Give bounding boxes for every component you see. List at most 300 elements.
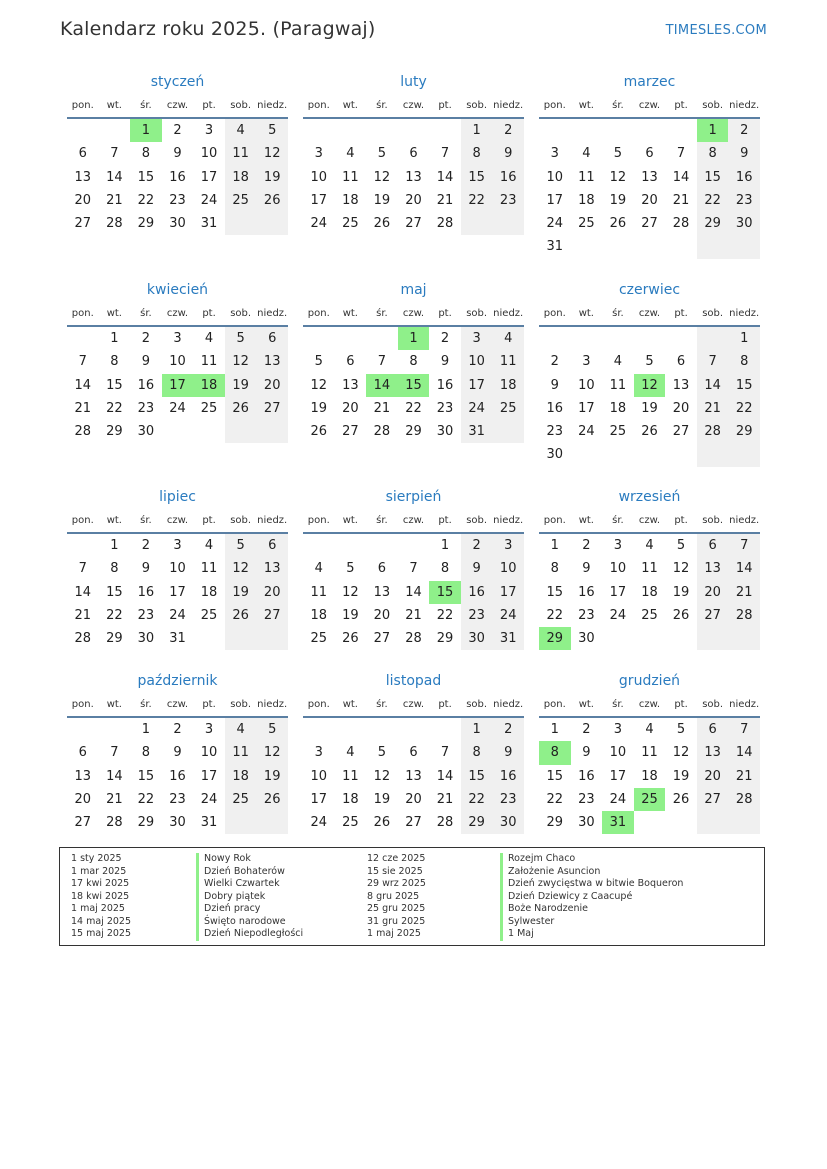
- day-cell[interactable]: 12: [634, 374, 666, 397]
- day-cell[interactable]: 1: [550, 538, 559, 553]
- day-cell[interactable]: 16: [436, 377, 454, 393]
- day-cell[interactable]: 5: [377, 745, 387, 761]
- day-cell[interactable]: 7: [78, 354, 87, 370]
- day-cell[interactable]: 29: [728, 420, 760, 443]
- day-cell[interactable]: 8: [110, 561, 119, 577]
- day-cell[interactable]: 24: [310, 216, 328, 232]
- day-cell[interactable]: 17: [200, 768, 218, 784]
- day-cell[interactable]: 24: [169, 607, 186, 623]
- day-cell[interactable]: 4: [225, 119, 257, 142]
- day-cell[interactable]: 3: [314, 745, 323, 761]
- day-cell[interactable]: 30: [578, 815, 595, 831]
- day-cell[interactable]: 4: [204, 538, 214, 553]
- day-cell[interactable]: 24: [200, 791, 218, 807]
- day-cell[interactable]: 11: [310, 584, 328, 600]
- day-cell[interactable]: 23: [578, 791, 595, 807]
- day-cell[interactable]: 28: [106, 815, 123, 831]
- day-cell[interactable]: 27: [74, 815, 92, 831]
- day-cell[interactable]: 2: [461, 534, 493, 557]
- day-cell[interactable]: 14: [405, 584, 422, 600]
- day-cell[interactable]: 15: [461, 166, 493, 189]
- day-cell[interactable]: 9: [440, 354, 450, 370]
- day-cell[interactable]: 22: [436, 607, 454, 623]
- day-cell[interactable]: 17: [162, 374, 194, 397]
- day-cell[interactable]: 20: [74, 791, 92, 807]
- day-cell[interactable]: 6: [256, 534, 288, 557]
- day-cell[interactable]: 29: [461, 811, 493, 834]
- day-cell[interactable]: 17: [609, 584, 627, 600]
- day-cell[interactable]: 12: [373, 768, 391, 784]
- day-cell[interactable]: 30: [578, 631, 595, 647]
- day-cell[interactable]: 16: [492, 765, 524, 788]
- day-cell[interactable]: 1: [110, 538, 119, 553]
- day-cell[interactable]: 5: [225, 534, 257, 557]
- day-cell[interactable]: 5: [645, 354, 654, 370]
- day-cell[interactable]: 2: [141, 538, 151, 553]
- day-cell[interactable]: 15: [429, 581, 461, 604]
- day-cell[interactable]: 4: [613, 354, 623, 370]
- day-cell[interactable]: 17: [461, 374, 493, 397]
- day-cell[interactable]: 19: [373, 791, 391, 807]
- day-cell[interactable]: 20: [405, 192, 422, 208]
- day-cell[interactable]: 24: [310, 815, 328, 831]
- day-cell[interactable]: 17: [578, 400, 595, 416]
- day-cell[interactable]: 28: [436, 216, 454, 232]
- day-cell[interactable]: 22: [461, 189, 493, 212]
- day-cell[interactable]: 23: [436, 400, 454, 416]
- day-cell[interactable]: 14: [728, 557, 760, 580]
- day-cell[interactable]: 13: [697, 741, 729, 764]
- day-cell[interactable]: 2: [492, 718, 524, 741]
- day-cell[interactable]: 1: [728, 327, 760, 350]
- day-cell[interactable]: 6: [78, 745, 87, 761]
- day-cell[interactable]: 19: [641, 400, 658, 416]
- day-cell[interactable]: 10: [169, 354, 186, 370]
- day-cell[interactable]: 24: [169, 400, 186, 416]
- day-cell[interactable]: 6: [645, 146, 654, 162]
- day-cell[interactable]: 3: [550, 146, 559, 162]
- day-cell[interactable]: 10: [609, 745, 627, 761]
- day-cell[interactable]: 30: [546, 447, 564, 463]
- day-cell[interactable]: 4: [346, 146, 355, 162]
- day-cell[interactable]: 16: [461, 581, 493, 604]
- day-cell[interactable]: 17: [546, 192, 564, 208]
- day-cell[interactable]: 1: [461, 718, 493, 741]
- day-cell[interactable]: 13: [405, 169, 422, 185]
- day-cell[interactable]: 16: [578, 768, 595, 784]
- day-cell[interactable]: 9: [173, 745, 182, 761]
- day-cell[interactable]: 31: [461, 420, 493, 443]
- day-cell[interactable]: 7: [697, 350, 729, 373]
- day-cell[interactable]: 19: [256, 166, 288, 189]
- day-cell[interactable]: 7: [377, 354, 387, 370]
- day-cell[interactable]: 19: [225, 374, 257, 397]
- day-cell[interactable]: 11: [641, 561, 658, 577]
- day-cell[interactable]: 12: [672, 745, 690, 761]
- day-cell[interactable]: 4: [314, 561, 323, 577]
- site-link[interactable]: TIMESLES.COM: [665, 23, 767, 38]
- day-cell[interactable]: 15: [137, 169, 155, 185]
- day-cell[interactable]: 12: [225, 557, 257, 580]
- day-cell[interactable]: 11: [200, 354, 218, 370]
- day-cell[interactable]: 28: [405, 631, 422, 647]
- day-cell[interactable]: 28: [436, 815, 454, 831]
- day-cell[interactable]: 22: [461, 788, 493, 811]
- day-cell[interactable]: 31: [169, 631, 186, 647]
- day-cell[interactable]: 28: [728, 604, 760, 627]
- day-cell[interactable]: 21: [728, 581, 760, 604]
- day-cell[interactable]: 10: [578, 377, 595, 393]
- day-cell[interactable]: 7: [440, 745, 450, 761]
- day-cell[interactable]: 18: [193, 374, 225, 397]
- day-cell[interactable]: 18: [225, 166, 257, 189]
- day-cell[interactable]: 3: [204, 722, 214, 737]
- day-cell[interactable]: 13: [74, 768, 92, 784]
- day-cell[interactable]: 26: [310, 424, 328, 440]
- day-cell[interactable]: 24: [492, 604, 524, 627]
- day-cell[interactable]: 20: [672, 400, 690, 416]
- day-cell[interactable]: 23: [546, 424, 564, 440]
- day-cell[interactable]: 25: [634, 788, 666, 811]
- day-cell[interactable]: 4: [582, 146, 591, 162]
- day-cell[interactable]: 26: [373, 815, 391, 831]
- day-cell[interactable]: 19: [256, 765, 288, 788]
- day-cell[interactable]: 9: [582, 745, 591, 761]
- day-cell[interactable]: 15: [106, 584, 123, 600]
- day-cell[interactable]: 9: [728, 142, 760, 165]
- day-cell[interactable]: 24: [200, 192, 218, 208]
- day-cell[interactable]: 7: [110, 146, 119, 162]
- day-cell[interactable]: 21: [106, 192, 123, 208]
- day-cell[interactable]: 30: [169, 216, 186, 232]
- day-cell[interactable]: 1: [141, 722, 151, 737]
- day-cell[interactable]: 20: [697, 581, 729, 604]
- day-cell[interactable]: 14: [672, 169, 690, 185]
- day-cell[interactable]: 22: [106, 607, 123, 623]
- day-cell[interactable]: 2: [550, 354, 559, 370]
- day-cell[interactable]: 1: [130, 119, 162, 142]
- day-cell[interactable]: 9: [141, 561, 151, 577]
- day-cell[interactable]: 15: [697, 166, 729, 189]
- day-cell[interactable]: 25: [342, 815, 359, 831]
- day-cell[interactable]: 2: [728, 119, 760, 142]
- day-cell[interactable]: 2: [582, 722, 591, 737]
- day-cell[interactable]: 24: [609, 607, 627, 623]
- day-cell[interactable]: 3: [613, 722, 623, 737]
- day-cell[interactable]: 27: [373, 631, 391, 647]
- day-cell[interactable]: 30: [436, 424, 454, 440]
- day-cell[interactable]: 5: [256, 718, 288, 741]
- day-cell[interactable]: 18: [225, 765, 257, 788]
- day-cell[interactable]: 1: [461, 119, 493, 142]
- day-cell[interactable]: 26: [225, 604, 257, 627]
- day-cell[interactable]: 21: [672, 192, 690, 208]
- day-cell[interactable]: 23: [137, 400, 155, 416]
- day-cell[interactable]: 5: [256, 119, 288, 142]
- day-cell[interactable]: 10: [546, 169, 564, 185]
- day-cell[interactable]: 13: [405, 768, 422, 784]
- day-cell[interactable]: 10: [200, 745, 218, 761]
- day-cell[interactable]: 12: [225, 350, 257, 373]
- day-cell[interactable]: 28: [672, 216, 690, 232]
- day-cell[interactable]: 19: [672, 768, 690, 784]
- day-cell[interactable]: 28: [373, 424, 391, 440]
- day-cell[interactable]: 13: [74, 169, 92, 185]
- day-cell[interactable]: 18: [492, 374, 524, 397]
- day-cell[interactable]: 17: [200, 169, 218, 185]
- day-cell[interactable]: 28: [697, 420, 729, 443]
- day-cell[interactable]: 4: [346, 745, 355, 761]
- day-cell[interactable]: 15: [546, 584, 564, 600]
- day-cell[interactable]: 7: [110, 745, 119, 761]
- day-cell[interactable]: 6: [409, 745, 418, 761]
- day-cell[interactable]: 18: [342, 791, 359, 807]
- day-cell[interactable]: 2: [440, 331, 450, 346]
- day-cell[interactable]: 9: [492, 741, 524, 764]
- day-cell[interactable]: 21: [74, 400, 92, 416]
- day-cell[interactable]: 12: [672, 561, 690, 577]
- day-cell[interactable]: 16: [492, 166, 524, 189]
- day-cell[interactable]: 29: [546, 815, 564, 831]
- day-cell[interactable]: 30: [728, 212, 760, 235]
- day-cell[interactable]: 7: [728, 534, 760, 557]
- day-cell[interactable]: 10: [310, 169, 328, 185]
- day-cell[interactable]: 12: [256, 142, 288, 165]
- day-cell[interactable]: 26: [609, 216, 627, 232]
- day-cell[interactable]: 16: [728, 166, 760, 189]
- day-cell[interactable]: 31: [200, 216, 218, 232]
- day-cell[interactable]: 26: [641, 424, 658, 440]
- day-cell[interactable]: 22: [137, 192, 155, 208]
- day-cell[interactable]: 6: [377, 561, 387, 577]
- day-cell[interactable]: 22: [137, 791, 155, 807]
- day-cell[interactable]: 8: [539, 741, 571, 764]
- day-cell[interactable]: 29: [106, 631, 123, 647]
- day-cell[interactable]: 27: [697, 604, 729, 627]
- day-cell[interactable]: 15: [137, 768, 155, 784]
- day-cell[interactable]: 17: [310, 791, 328, 807]
- day-cell[interactable]: 18: [641, 584, 658, 600]
- day-cell[interactable]: 9: [173, 146, 182, 162]
- day-cell[interactable]: 5: [314, 354, 323, 370]
- day-cell[interactable]: 19: [310, 400, 328, 416]
- day-cell[interactable]: 5: [676, 538, 686, 553]
- day-cell[interactable]: 28: [74, 631, 92, 647]
- day-cell[interactable]: 10: [169, 561, 186, 577]
- day-cell[interactable]: 18: [641, 768, 658, 784]
- day-cell[interactable]: 7: [676, 146, 686, 162]
- day-cell[interactable]: 26: [342, 631, 359, 647]
- day-cell[interactable]: 8: [697, 142, 729, 165]
- day-cell[interactable]: 14: [728, 741, 760, 764]
- day-cell[interactable]: 21: [405, 607, 422, 623]
- day-cell[interactable]: 27: [405, 815, 422, 831]
- day-cell[interactable]: 2: [582, 538, 591, 553]
- day-cell[interactable]: 8: [440, 561, 450, 577]
- day-cell[interactable]: 11: [342, 169, 359, 185]
- day-cell[interactable]: 13: [342, 377, 359, 393]
- day-cell[interactable]: 4: [645, 538, 654, 553]
- day-cell[interactable]: 21: [106, 791, 123, 807]
- day-cell[interactable]: 6: [676, 354, 686, 370]
- day-cell[interactable]: 24: [609, 791, 627, 807]
- day-cell[interactable]: 18: [578, 192, 595, 208]
- day-cell[interactable]: 10: [200, 146, 218, 162]
- day-cell[interactable]: 25: [200, 607, 218, 623]
- day-cell[interactable]: 27: [697, 788, 729, 811]
- day-cell[interactable]: 15: [461, 765, 493, 788]
- day-cell[interactable]: 28: [728, 788, 760, 811]
- day-cell[interactable]: 18: [609, 400, 627, 416]
- day-cell[interactable]: 23: [137, 607, 155, 623]
- day-cell[interactable]: 27: [256, 604, 288, 627]
- day-cell[interactable]: 12: [310, 377, 328, 393]
- day-cell[interactable]: 13: [256, 350, 288, 373]
- day-cell[interactable]: 14: [366, 374, 398, 397]
- day-cell[interactable]: 23: [492, 788, 524, 811]
- day-cell[interactable]: 21: [436, 791, 454, 807]
- day-cell[interactable]: 22: [405, 400, 422, 416]
- day-cell[interactable]: 21: [697, 397, 729, 420]
- day-cell[interactable]: 8: [550, 561, 559, 577]
- day-cell[interactable]: 16: [137, 584, 155, 600]
- day-cell[interactable]: 15: [398, 374, 430, 397]
- day-cell[interactable]: 25: [310, 631, 328, 647]
- day-cell[interactable]: 11: [492, 350, 524, 373]
- day-cell[interactable]: 12: [256, 741, 288, 764]
- day-cell[interactable]: 13: [697, 557, 729, 580]
- day-cell[interactable]: 3: [204, 123, 214, 138]
- day-cell[interactable]: 9: [582, 561, 591, 577]
- day-cell[interactable]: 5: [346, 561, 355, 577]
- day-cell[interactable]: 11: [225, 142, 257, 165]
- day-cell[interactable]: 21: [728, 765, 760, 788]
- day-cell[interactable]: 26: [373, 216, 391, 232]
- day-cell[interactable]: 31: [602, 811, 634, 834]
- day-cell[interactable]: 13: [256, 557, 288, 580]
- day-cell[interactable]: 14: [436, 768, 454, 784]
- day-cell[interactable]: 22: [106, 400, 123, 416]
- day-cell[interactable]: 1: [110, 331, 119, 346]
- day-cell[interactable]: 6: [256, 327, 288, 350]
- day-cell[interactable]: 26: [256, 189, 288, 212]
- day-cell[interactable]: 12: [609, 169, 627, 185]
- day-cell[interactable]: 31: [546, 239, 564, 255]
- day-cell[interactable]: 3: [582, 354, 591, 370]
- day-cell[interactable]: 26: [256, 788, 288, 811]
- day-cell[interactable]: 16: [578, 584, 595, 600]
- day-cell[interactable]: 31: [492, 627, 524, 650]
- day-cell[interactable]: 15: [728, 374, 760, 397]
- day-cell[interactable]: 6: [697, 718, 729, 741]
- day-cell[interactable]: 20: [342, 400, 359, 416]
- day-cell[interactable]: 9: [492, 142, 524, 165]
- day-cell[interactable]: 20: [641, 192, 658, 208]
- day-cell[interactable]: 29: [137, 216, 155, 232]
- day-cell[interactable]: 12: [342, 584, 359, 600]
- day-cell[interactable]: 8: [728, 350, 760, 373]
- day-cell[interactable]: 1: [398, 327, 430, 350]
- day-cell[interactable]: 19: [373, 192, 391, 208]
- day-cell[interactable]: 16: [169, 169, 186, 185]
- day-cell[interactable]: 27: [672, 424, 690, 440]
- day-cell[interactable]: 3: [613, 538, 623, 553]
- day-cell[interactable]: 16: [137, 377, 155, 393]
- day-cell[interactable]: 11: [225, 741, 257, 764]
- day-cell[interactable]: 29: [436, 631, 454, 647]
- day-cell[interactable]: 29: [539, 627, 571, 650]
- day-cell[interactable]: 22: [697, 189, 729, 212]
- day-cell[interactable]: 8: [461, 142, 493, 165]
- day-cell[interactable]: 21: [373, 400, 391, 416]
- day-cell[interactable]: 26: [672, 607, 690, 623]
- day-cell[interactable]: 4: [492, 327, 524, 350]
- day-cell[interactable]: 14: [106, 169, 123, 185]
- day-cell[interactable]: 18: [200, 584, 218, 600]
- day-cell[interactable]: 29: [106, 424, 123, 440]
- day-cell[interactable]: 25: [225, 788, 257, 811]
- day-cell[interactable]: 21: [436, 192, 454, 208]
- day-cell[interactable]: 19: [342, 607, 359, 623]
- day-cell[interactable]: 25: [342, 216, 359, 232]
- day-cell[interactable]: 2: [141, 331, 151, 346]
- day-cell[interactable]: 30: [137, 631, 155, 647]
- day-cell[interactable]: 3: [314, 146, 323, 162]
- day-cell[interactable]: 10: [461, 350, 493, 373]
- day-cell[interactable]: 6: [346, 354, 355, 370]
- day-cell[interactable]: 4: [204, 331, 214, 346]
- day-cell[interactable]: 27: [641, 216, 658, 232]
- day-cell[interactable]: 11: [200, 561, 218, 577]
- day-cell[interactable]: 14: [697, 374, 729, 397]
- day-cell[interactable]: 14: [436, 169, 454, 185]
- day-cell[interactable]: 29: [697, 212, 729, 235]
- day-cell[interactable]: 5: [377, 146, 387, 162]
- day-cell[interactable]: 26: [672, 791, 690, 807]
- day-cell[interactable]: 14: [74, 584, 92, 600]
- day-cell[interactable]: 4: [645, 722, 654, 737]
- day-cell[interactable]: 27: [74, 216, 92, 232]
- day-cell[interactable]: 8: [461, 741, 493, 764]
- day-cell[interactable]: 27: [256, 397, 288, 420]
- day-cell[interactable]: 7: [440, 146, 450, 162]
- day-cell[interactable]: 15: [106, 377, 123, 393]
- day-cell[interactable]: 11: [342, 768, 359, 784]
- day-cell[interactable]: 29: [405, 424, 422, 440]
- day-cell[interactable]: 10: [492, 557, 524, 580]
- day-cell[interactable]: 27: [342, 424, 359, 440]
- day-cell[interactable]: 22: [546, 791, 564, 807]
- day-cell[interactable]: 2: [173, 722, 182, 737]
- day-cell[interactable]: 13: [373, 584, 391, 600]
- day-cell[interactable]: 3: [173, 331, 182, 346]
- day-cell[interactable]: 17: [310, 192, 328, 208]
- day-cell[interactable]: 24: [546, 216, 564, 232]
- day-cell[interactable]: 8: [141, 146, 151, 162]
- day-cell[interactable]: 17: [609, 768, 627, 784]
- day-cell[interactable]: 20: [405, 791, 422, 807]
- day-cell[interactable]: 20: [373, 607, 391, 623]
- day-cell[interactable]: 23: [492, 189, 524, 212]
- day-cell[interactable]: 23: [578, 607, 595, 623]
- day-cell[interactable]: 20: [74, 192, 92, 208]
- day-cell[interactable]: 19: [225, 581, 257, 604]
- day-cell[interactable]: 7: [409, 561, 418, 577]
- day-cell[interactable]: 23: [728, 189, 760, 212]
- day-cell[interactable]: 27: [405, 216, 422, 232]
- day-cell[interactable]: 7: [728, 718, 760, 741]
- day-cell[interactable]: 25: [609, 424, 627, 440]
